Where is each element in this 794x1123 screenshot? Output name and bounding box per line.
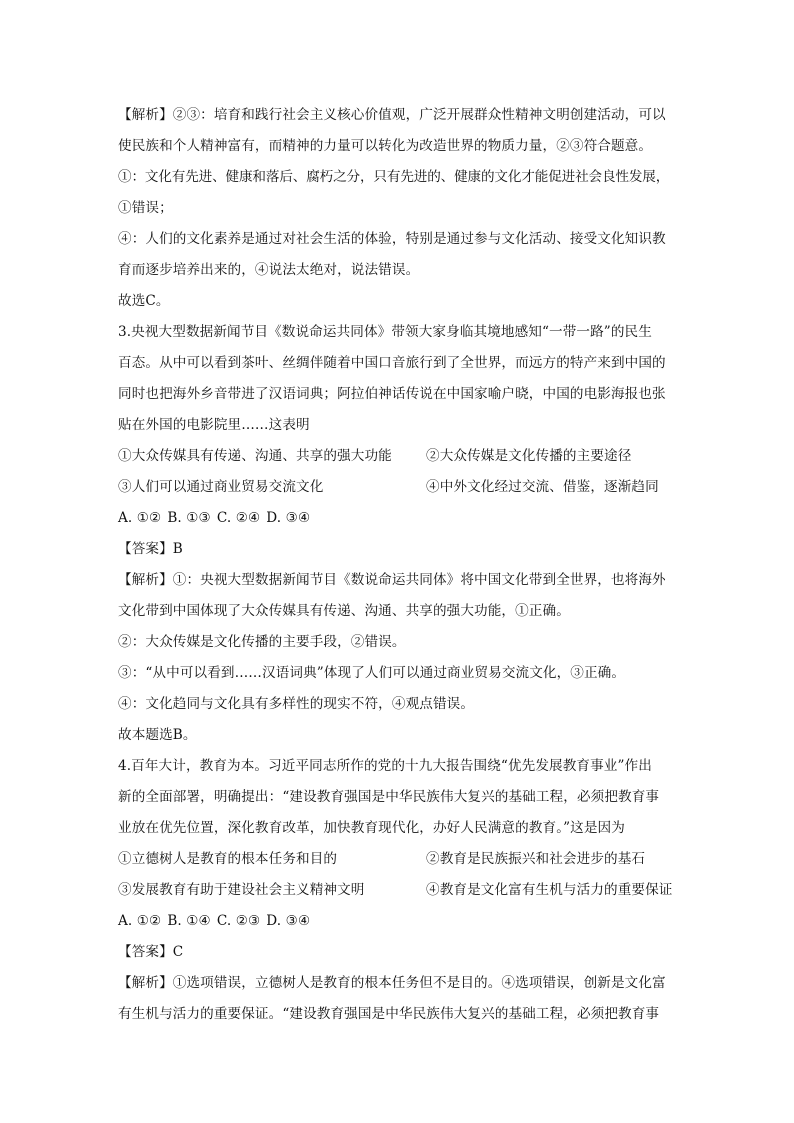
question-3-explanation-4: ③：“从中可以看到……汉语词典”体现了人们可以通过商业贸易交流文化，③正确。 [118, 665, 626, 681]
question-3-options-row-1 [118, 441, 678, 472]
analysis-line-5: ④：人们的文化素养是通过对社会生活的体验，特别是通过参与文化活动、接受文化知识教 [118, 231, 666, 247]
question-4-choice-a: A. ①② [118, 913, 162, 929]
question-4-option-1: ①立德树人是教育的根本任务和目的 [118, 851, 338, 867]
analysis-line-6: 育而逐步培养出来的，④说法太绝对，说法错误。 [118, 262, 420, 278]
question-4-choices [118, 906, 678, 937]
question-3-options-row-2 [118, 472, 678, 503]
question-3-line-1: 3.央视大型数据新闻节目《数说命运共同体》带领大家身临其境地感知“一带一路”的民生 [118, 324, 652, 340]
question-4-line-2: 新的全面部署，明确提出：“建设教育强国是中华民族伟大复兴的基础工程，必须把教育事 [118, 789, 660, 805]
document-content [118, 100, 678, 1030]
question-3-option-1: ①大众传媒具有传递、沟通、共享的强大功能 [118, 448, 392, 464]
question-3-explanation-5: ④：文化趋同与文化具有多样性的现实不符，④观点错误。 [118, 696, 475, 712]
question-3-option-4: ④中外文化经过交流、借鉴，逐渐趋同 [426, 479, 659, 495]
question-4-option-3: ③发展教育有助于建设社会主义精神文明 [118, 882, 365, 898]
analysis-conclusion: 故选C。 [118, 293, 170, 309]
question-3-choice-d: D. ③④ [266, 510, 311, 526]
question-3-explanation-1: 【解析】①：央视大型数据新闻节目《数说命运共同体》将中国文化带到全世界，也将海外 [118, 572, 666, 588]
question-3-choice-b: B. ①③ [167, 510, 211, 526]
question-4-line-3: 业放在优先位置，深化教育改革，加快教育现代化，办好人民满意的教育。”这是因为 [118, 820, 625, 836]
question-3-line-4: 贴在外国的电影院里……这表明 [118, 417, 310, 433]
question-3-explanation-2: 文化带到中国体现了大众传媒具有传递、沟通、共享的强大功能，①正确。 [118, 603, 570, 619]
question-4-options-row-2 [118, 875, 678, 906]
question-4-choice-d: D. ③④ [266, 913, 311, 929]
question-3-choices [118, 503, 678, 534]
question-4-explanation-2: 有生机与活力的重要保证。“建设教育强国是中华民族伟大复兴的基础工程，必须把教育事 [118, 1006, 660, 1022]
question-4-options-row-1 [118, 844, 678, 875]
question-3-option-2: ②大众传媒是文化传播的主要途径 [426, 448, 632, 464]
analysis-line-4: ①错误； [118, 200, 173, 216]
analysis-line-3: ①：文化有先进、健康和落后、腐朽之分，只有先进的、健康的文化才能促进社会良性发展， [118, 169, 670, 185]
question-3-line-3: 同时也把海外乡音带进了汉语词典；阿拉伯神话传说在中国家喻户晓，中国的电影海报也张 [118, 386, 666, 402]
question-3-conclusion: 故本题选B。 [118, 727, 197, 743]
question-4-answer: 【答案】C [118, 944, 184, 960]
question-4-option-2: ②教育是民族振兴和社会进步的基石 [426, 851, 646, 867]
question-3-explanation-3: ②：大众传媒是文化传播的主要手段，②错误。 [118, 634, 406, 650]
question-3-answer: 【答案】B [118, 541, 183, 557]
analysis-line-1: 【解析】②③：培育和践行社会主义核心价值观，广泛开展群众性精神文明创建活动，可以 [118, 107, 666, 123]
question-3-choice-a: A. ①② [118, 510, 162, 526]
question-4-line-1: 4.百年大计，教育为本。习近平同志所作的党的十九大报告围绕“优先发展教育事业”作出 [118, 758, 652, 774]
question-3-option-3: ③人们可以通过商业贸易交流文化 [118, 479, 324, 495]
question-3-choice-c: C. ②④ [216, 510, 261, 526]
analysis-line-2: 使民族和个人精神富有，而精神的力量可以转化为改造世界的物质力量，②③符合题意。 [118, 138, 653, 154]
question-3-line-2: 百态。从中可以看到茶叶、丝绸伴随着中国口音旅行到了全世界，而远方的特产来到中国的 [118, 355, 666, 371]
question-4-option-4: ④教育是文化富有生机与活力的重要保证 [426, 882, 673, 898]
question-4-choice-c: C. ②③ [216, 913, 261, 929]
question-4-choice-b: B. ①④ [167, 913, 211, 929]
question-4-explanation-1: 【解析】①选项错误，立德树人是教育的根本任务但不是目的。④选项错误，创新是文化富 [118, 975, 666, 991]
